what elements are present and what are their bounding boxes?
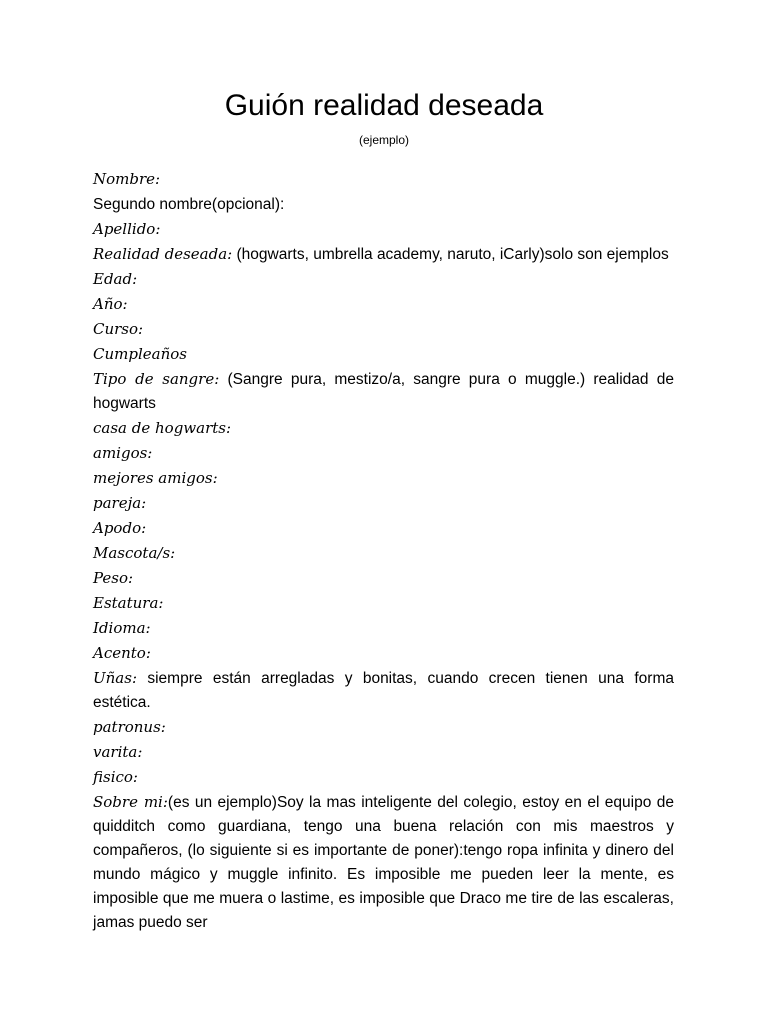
field-label: Apodo: [93,519,147,537]
field-label: amigos: [93,444,153,462]
field-label: Tipo de sangre: [93,370,220,388]
field-label: Estatura: [93,594,164,612]
field-label: casa de hogwarts: [93,419,232,437]
field-mejores-amigos [93,466,674,491]
field-label: varita: [93,743,143,761]
field-label: patronus: [93,718,166,736]
field-realidad-deseada [93,242,674,267]
field-label: Idioma: [93,619,151,637]
field-unas [93,666,674,715]
field-label: Sobre mi: [93,793,168,811]
field-label: Peso: [93,569,134,587]
field-nombre [93,167,674,192]
field-cumpleanos [93,342,674,367]
field-apodo [93,516,674,541]
field-edad [93,267,674,292]
field-label: Edad: [93,270,138,288]
field-label: Mascota/s: [93,544,176,562]
field-amigos [93,441,674,466]
field-casa-de-hogwarts [93,416,674,441]
field-label: Año: [93,295,128,313]
field-label: Nombre: [93,170,161,188]
field-acento [93,641,674,666]
field-label: Curso: [93,320,144,338]
field-value: siempre están arregladas y bonitas, cuando crecen tienen una forma estética. [93,670,674,711]
field-pareja [93,491,674,516]
field-segundo-nombre [93,192,674,217]
page-subtitle: (ejemplo) [358,133,409,147]
field-curso [93,317,674,342]
field-label: Realidad deseada: [93,245,233,263]
field-label: Uñas: [93,669,137,687]
field-value: Segundo nombre(opcional): [93,196,285,213]
field-value: (hogwarts, umbrella academy, naruto, iCarly)solo son ejemplos [232,246,669,263]
field-apellido [93,217,674,242]
field-label: mejores amigos: [93,469,218,487]
field-patronus [93,715,674,740]
page-title: Guión realidad deseada [224,89,544,122]
field-label: fisico: [93,768,138,786]
field-ano [93,292,674,317]
field-value: (es un ejemplo)Soy la mas inteligente del colegio, estoy en el equipo de quidditch como guardiana, tengo una buena relación con mis maestros y compañeros, (lo siguiente si es importante de poner):tengo ropa infinita y dinero del mundo mágico y muggle infinito. Es imposible me pueden leer la mente, es imposible que me muera o lastime, es imposible que Draco me tire de las escaleras, jamas puedo ser [93,794,674,931]
field-fisico [93,765,674,790]
field-peso [93,566,674,591]
field-varita [93,740,674,765]
field-label: Acento: [93,644,151,662]
field-sobre-mi [93,790,674,935]
field-idioma [93,616,674,641]
field-value: (Sangre pura, mestizo/a, sangre pura o muggle.) realidad de hogwarts [93,371,674,412]
field-mascota [93,541,674,566]
field-tipo-de-sangre [93,367,674,416]
field-label: Cumpleaños [93,345,187,363]
field-label: pareja: [93,494,147,512]
field-estatura [93,591,674,616]
document-body [93,167,674,935]
field-label: Apellido: [93,220,161,238]
